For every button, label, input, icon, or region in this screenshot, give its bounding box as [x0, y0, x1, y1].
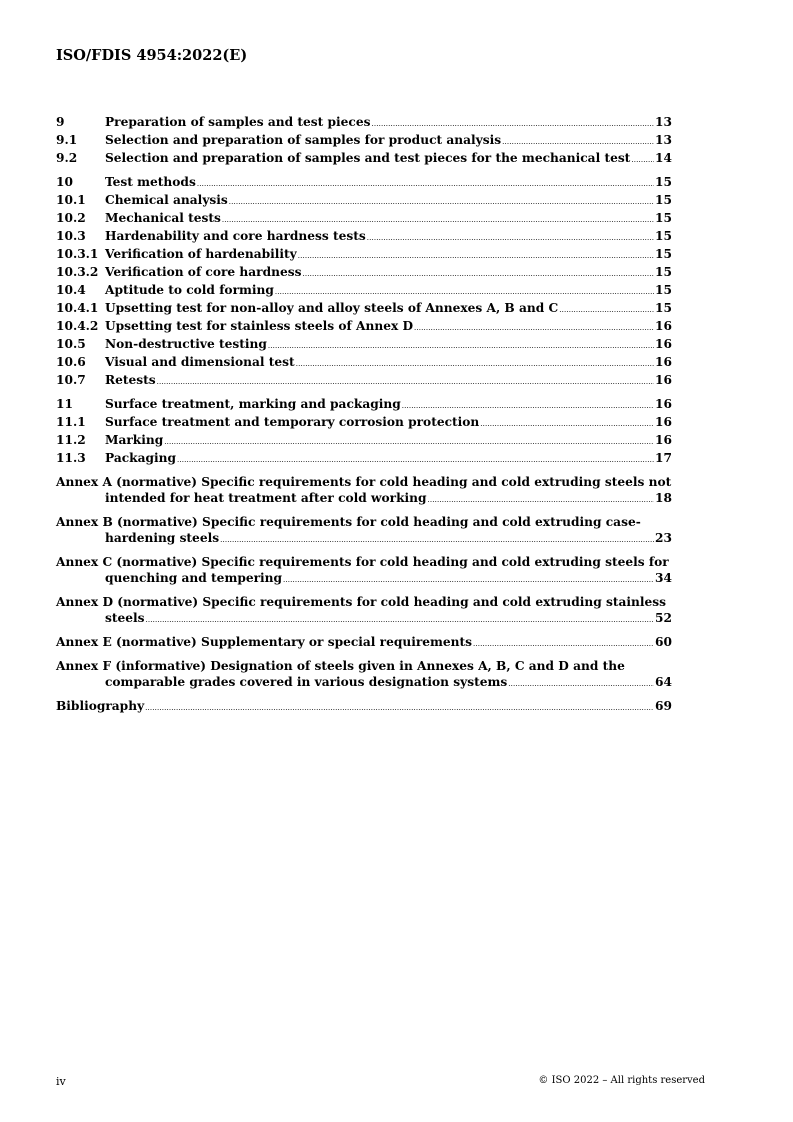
dot-leader	[145, 698, 654, 716]
toc-annex-title-line2-row	[56, 530, 672, 548]
toc-annex-page: 18	[655, 491, 672, 505]
toc-entry-number: 11.2	[56, 433, 86, 447]
toc-annex-title-line2: intended for heat treatment after cold working	[105, 491, 427, 505]
toc-annex-title-line1: Annex A (normative) Specific requirements for cold heading and cold extruding steels not	[56, 475, 672, 489]
toc-entry-page: 15	[655, 175, 672, 189]
toc-entry-title: Verification of hardenability	[105, 247, 297, 261]
toc-entry[interactable]	[56, 396, 672, 414]
dot-leader	[473, 634, 654, 652]
toc-entry-title: Selection and preparation of samples and test pieces for the mechanical test	[105, 151, 631, 165]
toc-entry-title: Selection and preparation of samples for product analysis	[105, 133, 502, 147]
toc-entry-title: Hardenability and core hardness tests	[105, 229, 366, 243]
toc-entry-page: 16	[655, 373, 672, 387]
toc-annex-title-line2-row	[56, 490, 672, 508]
toc-entry-page: 15	[655, 301, 672, 315]
document-id: ISO/FDIS 4954:2022(E)	[56, 47, 248, 64]
dot-leader	[146, 610, 655, 628]
dot-leader	[402, 396, 654, 414]
toc-annex-title-row	[56, 698, 672, 716]
dot-leader	[275, 282, 654, 300]
dot-leader	[268, 336, 654, 354]
toc-entry-title: Chemical analysis	[105, 193, 228, 207]
toc-entry-number: 11	[56, 397, 73, 411]
toc-entry[interactable]	[56, 174, 672, 192]
toc-entry-number: 10.4.1	[56, 301, 99, 315]
toc-entry[interactable]	[56, 114, 672, 132]
toc-entry-page: 15	[655, 229, 672, 243]
toc-entry-title: Surface treatment, marking and packaging	[105, 397, 401, 411]
toc-annex-title-line1: Annex D (normative) Specific requirements for cold heading and cold extruding stainless	[56, 595, 667, 609]
toc-annex-page: 52	[655, 611, 672, 625]
toc-entry-title: Surface treatment and temporary corrosion protection	[105, 415, 480, 429]
toc-entry-title: Non-destructive testing	[105, 337, 267, 351]
toc-entry-number: 11.1	[56, 415, 86, 429]
dot-leader	[371, 114, 654, 132]
dot-leader	[302, 264, 654, 282]
toc-entry[interactable]	[56, 336, 672, 354]
toc-entry-page: 15	[655, 283, 672, 297]
toc-entry-number: 10.3.2	[56, 265, 99, 279]
dot-leader	[296, 354, 654, 372]
toc-entry-page: 16	[655, 355, 672, 369]
table-of-contents	[56, 114, 672, 716]
toc-group-clause-9	[56, 114, 672, 168]
toc-entry[interactable]	[56, 282, 672, 300]
toc-entry-title: Visual and dimensional test	[105, 355, 295, 369]
toc-group-clause-11	[56, 396, 672, 468]
toc-annex-entry[interactable]	[56, 514, 672, 548]
toc-entry-title: Packaging	[105, 451, 177, 465]
toc-entry-page: 15	[655, 211, 672, 225]
toc-entry-page: 17	[655, 451, 672, 465]
dot-leader	[428, 490, 654, 508]
toc-annex-title-line2: steels	[105, 611, 145, 625]
dot-leader	[177, 450, 654, 468]
toc-entry[interactable]	[56, 228, 672, 246]
toc-entry-number: 10.3	[56, 229, 86, 243]
toc-annex-entry[interactable]	[56, 594, 672, 628]
toc-entry-number: 10.5	[56, 337, 86, 351]
toc-entry-number: 10.2	[56, 211, 86, 225]
toc-entry-page: 13	[655, 115, 672, 129]
dot-leader	[298, 246, 654, 264]
toc-annex-page: 60	[655, 635, 672, 649]
toc-annex-title-line2: quenching and tempering	[105, 571, 283, 585]
dot-leader	[222, 210, 654, 228]
toc-entry-page: 16	[655, 433, 672, 447]
toc-group-clause-10	[56, 174, 672, 390]
dot-leader	[367, 228, 654, 246]
toc-entry-page: 16	[655, 319, 672, 333]
toc-entry-number: 9.1	[56, 133, 78, 147]
toc-annex-title-line2-row	[56, 674, 672, 692]
toc-entry-number: 9.2	[56, 151, 78, 165]
toc-annex-title: Annex E (normative) Supplementary or special requirements	[56, 635, 473, 649]
toc-entry-title: Marking	[105, 433, 164, 447]
toc-entry[interactable]	[56, 132, 672, 150]
toc-entry-number: 10.7	[56, 373, 86, 387]
toc-annex-entry[interactable]	[56, 634, 672, 652]
toc-entry-number: 9	[56, 115, 65, 129]
toc-annex-page: 34	[655, 571, 672, 585]
toc-annex-title-line1: Annex C (normative) Specific requirements for cold heading and cold extruding steels for	[56, 555, 669, 569]
toc-entry-title: Aptitude to cold forming	[105, 283, 274, 297]
dot-leader	[283, 570, 654, 588]
toc-entry-title: Verification of core hardness	[105, 265, 302, 279]
toc-annex-title-row	[56, 634, 672, 652]
dot-leader	[157, 372, 654, 390]
dot-leader	[229, 192, 654, 210]
toc-entry-page: 15	[655, 247, 672, 261]
toc-entry-number: 11.3	[56, 451, 86, 465]
toc-annex-page: 23	[655, 531, 672, 545]
toc-entry-number: 10.4.2	[56, 319, 99, 333]
toc-annex-entry[interactable]	[56, 474, 672, 508]
toc-entry-page: 16	[655, 415, 672, 429]
toc-entry[interactable]	[56, 300, 672, 318]
toc-annex-entry[interactable]	[56, 698, 672, 716]
toc-entry[interactable]	[56, 210, 672, 228]
toc-annex-title-line1: Annex F (informative) Designation of steels given in Annexes A, B, C and D and the	[56, 659, 625, 673]
dot-leader	[220, 530, 654, 548]
toc-entry[interactable]	[56, 318, 672, 336]
toc-annex-title-line2-row	[56, 570, 672, 588]
toc-entry-title: Upsetting test for non-alloy and alloy steels of Annexes A, B and C	[105, 301, 559, 315]
toc-entry-number: 10	[56, 175, 73, 189]
dot-leader	[197, 174, 654, 192]
toc-entry-title: Preparation of samples and test pieces	[105, 115, 371, 129]
page-number: iv	[56, 1075, 66, 1088]
copyright-notice: © ISO 2022 – All rights reserved	[538, 1075, 705, 1086]
dot-leader	[164, 432, 654, 450]
toc-entry[interactable]	[56, 432, 672, 450]
dot-leader	[559, 300, 654, 318]
toc-entry-number: 10.3.1	[56, 247, 99, 261]
toc-entry-title: Retests	[105, 373, 156, 387]
toc-entry-page: 14	[655, 151, 672, 165]
toc-annex-entry[interactable]	[56, 554, 672, 588]
toc-entry[interactable]	[56, 246, 672, 264]
toc-annex-entry[interactable]	[56, 658, 672, 692]
toc-annex-title: Bibliography	[56, 699, 145, 713]
toc-entry-number: 10.6	[56, 355, 86, 369]
toc-entry-number: 10.1	[56, 193, 86, 207]
dot-leader	[414, 318, 654, 336]
toc-entry[interactable]	[56, 450, 672, 468]
toc-entry-title: Upsetting test for stainless steels of Annex D	[105, 319, 414, 333]
toc-annex-page: 64	[655, 675, 672, 689]
toc-entry[interactable]	[56, 264, 672, 282]
dot-leader	[508, 674, 654, 692]
dot-leader	[502, 132, 654, 150]
toc-entry-page: 15	[655, 265, 672, 279]
toc-entry[interactable]	[56, 354, 672, 372]
toc-entry-page: 16	[655, 337, 672, 351]
toc-annex-page: 69	[655, 699, 672, 713]
toc-entry-page: 15	[655, 193, 672, 207]
toc-annex-title-line1: Annex B (normative) Specific requirements for cold heading and cold extruding case-	[56, 515, 641, 529]
dot-leader	[480, 414, 654, 432]
toc-entry-page: 16	[655, 397, 672, 411]
toc-entry[interactable]	[56, 414, 672, 432]
toc-entry[interactable]	[56, 150, 672, 168]
toc-annex-title-line2: comparable grades covered in various designation systems	[105, 675, 508, 689]
dot-leader	[631, 150, 654, 168]
toc-entry-title: Mechanical tests	[105, 211, 221, 225]
toc-annex-title-line2: hardening steels	[105, 531, 220, 545]
toc-entry-title: Test methods	[105, 175, 196, 189]
toc-entry[interactable]	[56, 192, 672, 210]
toc-entry-page: 13	[655, 133, 672, 147]
toc-annex-title-line2-row	[56, 610, 672, 628]
toc-entry[interactable]	[56, 372, 672, 390]
toc-entry-number: 10.4	[56, 283, 86, 297]
toc-annexes	[56, 474, 672, 716]
